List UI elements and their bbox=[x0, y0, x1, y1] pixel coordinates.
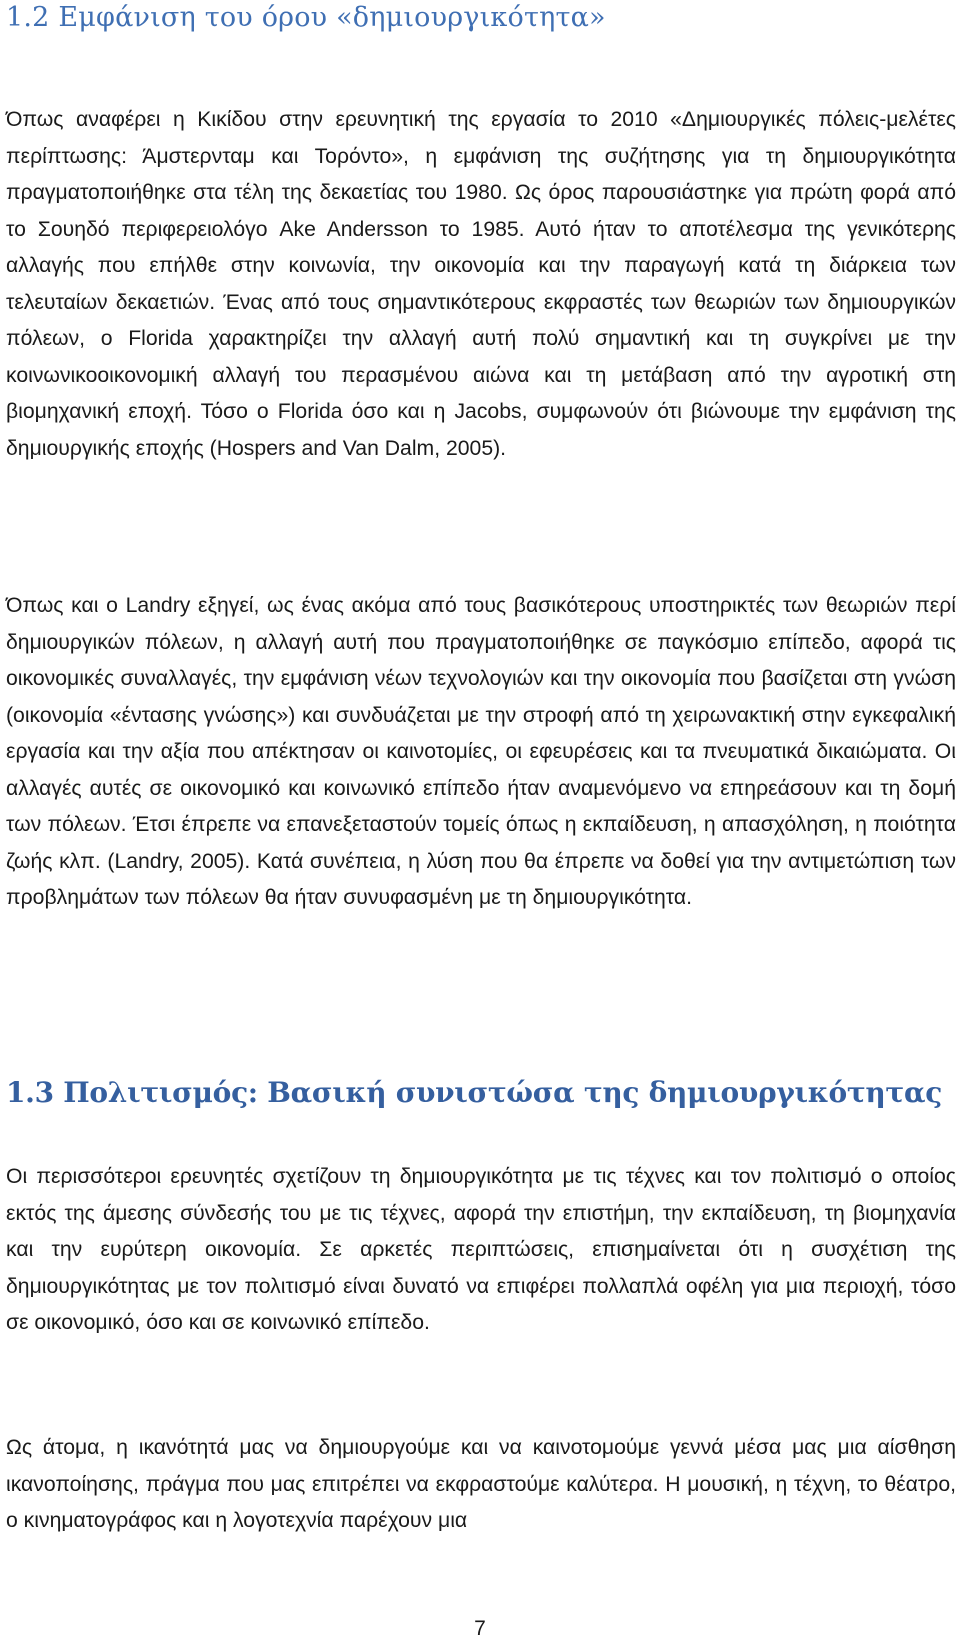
section-1-3-paragraph-1: Οι περισσότεροι ερευνητές σχετίζουν τη δημιουργικότητα με τις τέχνες και τον πολιτισμό ο οποίος εκτός της άμεσης σύνδεσής του με τις τέχνες, αφορά την επιστήμη, την εκπαίδευση, τη βιομηχανία και την ευρύτερη οικονομία. Σε αρκετές περιπτώσεις, επισημαίνεται ότι η συσχέτιση της δημιουργικότητας με τον πολιτισμό είναι δυνατό να επιφέρει πολλαπλά οφέλη για μια περιοχή, τόσο σε οικονομικό, όσο και σε κοινωνικό επίπεδο. bbox=[6, 1165, 956, 1334]
section-1-2-heading: 1.2 Εμφάνιση του όρου «δημιουργικότητα» bbox=[6, 2, 606, 33]
section-1-3-heading: 1.3 Πολιτισμός: Βασική συνιστώσα της δημιουργικότητας bbox=[6, 1076, 942, 1109]
section-1-2-paragraph-2: Όπως και ο Landry εξηγεί, ως ένας ακόμα από τους βασικότερους υποστηρικτές των θεωριών περί δημιουργικών πόλεων, η αλλαγή αυτή που πραγματοποιήθηκε σε παγκόσμιο επίπεδο, αφορά τις οικονομικές συναλλαγές, την εμφάνιση νέων τεχνολογιών και την οικονομία που βασίζεται στη γνώση (οικονομία «έντασης γνώσης») και συνδυάζεται με την στροφή από τη χειρωνακτική στην εγκεφαλική εργασία και την αξία που απέκτησαν οι καινοτομίες, οι εφευρέσεις και τα πνευματικά δικαιώματα. Οι αλλαγές αυτές σε οικονομικό και κοινωνικό επίπεδο ήταν αναμενόμενο να επηρεάσουν και τη δομή των πόλεων. Έτσι έπρεπε να επανεξεταστούν τομείς όπως η εκπαίδευση, η απασχόληση, η ποιότητα ζωής κλπ. (Landry, 2005). Κατά συνέπεια, η λύση που θα έπρεπε να δοθεί για την αντιμετώπιση των προβλημάτων των πόλεων θα ήταν συνυφασμένη με τη δημιουργικότητα. bbox=[6, 594, 956, 909]
page-number: 7 bbox=[474, 1617, 486, 1640]
section-1-2-paragraph-1: Όπως αναφέρει η Κικίδου στην ερευνητική της εργασία το 2010 «Δημιουργικές πόλεις-μελέτες περίπτωσης: Άμστερνταμ και Τορόντο», η εμφάνιση της συζήτησης για τη δημιουργικότητα πραγματοποιήθηκε στα τέλη της δεκαετίας του 1980. Ως όρος παρουσιάστηκε για πρώτη φορά από το Σουηδό περιφερειολόγο Ake Andersson το 1985. Αυτό ήταν το αποτέλεσμα της γενικότερης αλλαγής που επήλθε στην κοινωνία, την οικονομία και την παραγωγή κατά τη διάρκεια των τελευταίων δεκαετιών. Ένας από τους σημαντικότερους εκφραστές των θεωριών των δημιουργικών πόλεων, ο Florida χαρακτηρίζει την αλλαγή αυτή πολύ σημαντική και τη συγκρίνει με την κοινωνικοοικονομική αλλαγή του περασμένου αιώνα και τη μετάβαση από την αγροτική στη βιομηχανική εποχή. Τόσο ο Florida όσο και η Jacobs, συμφωνούν ότι βιώνουμε την εμφάνιση της δημιουργικής εποχής (Hospers and Van Dalm, 2005). bbox=[6, 108, 956, 460]
section-1-3-paragraph-2: Ως άτομα, η ικανότητά μας να δημιουργούμε και να καινοτομούμε γεννά μέσα μας μια αίσθηση ικανοποίησης, πράγμα που μας επιτρέπει να εκφραστούμε καλύτερα. Η μουσική, η τέχνη, το θέατρο, ο κινηματογράφος και η λογοτεχνία παρέχουν μια bbox=[6, 1436, 956, 1532]
